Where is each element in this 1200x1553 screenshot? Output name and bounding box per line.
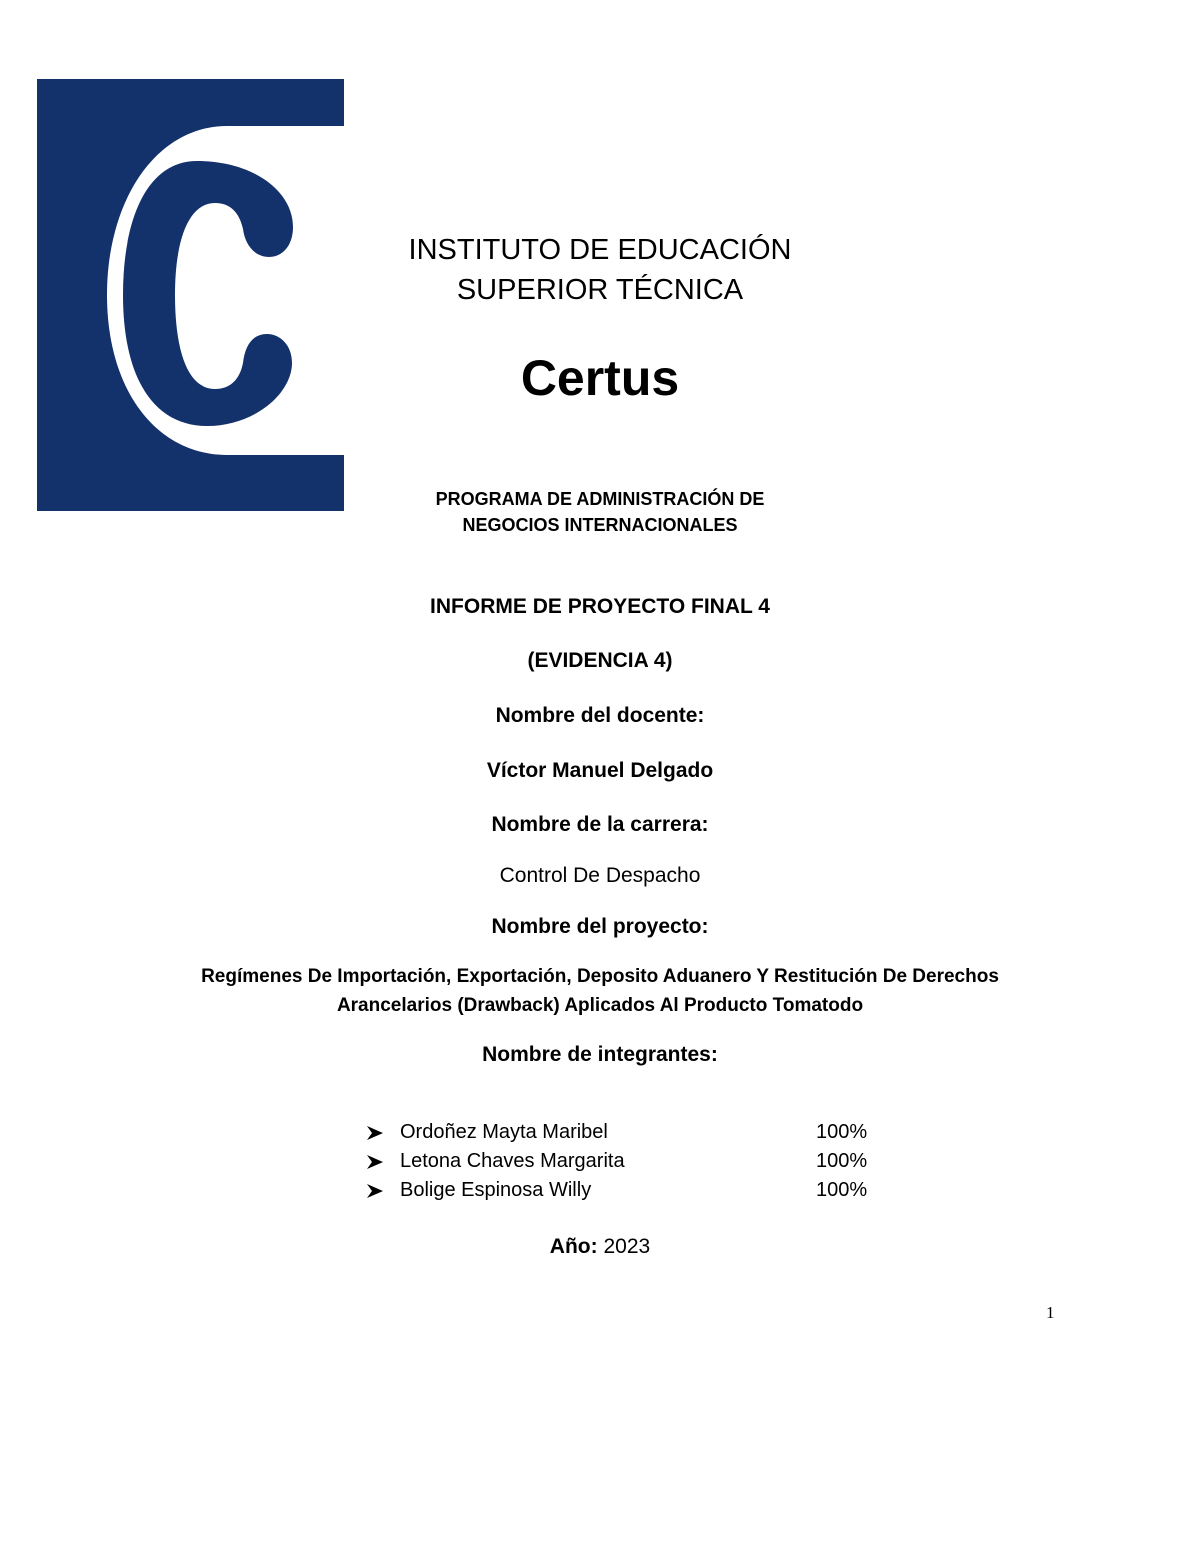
arrow-bullet-icon [364,1176,386,1205]
page-number: 1 [1046,1303,1055,1322]
members-list [364,1118,904,1205]
institute-name [0,230,1200,310]
year-value: 2023 [603,1235,651,1258]
member-name: Ordoñez Mayta Maribel [400,1121,608,1143]
evidence-label: (EVIDENCIA 4) [527,649,673,672]
project-name-line-2: Arancelarios (Drawback) Aplicados Al Producto Tomatodo [336,995,864,1016]
teacher-label: Nombre del docente: [495,704,705,727]
list-item [364,1147,904,1176]
year-line [0,1233,1200,1261]
member-name: Letona Chaves Margarita [400,1150,625,1172]
institute-line-2: SUPERIOR TÉCNICA [456,274,744,306]
list-item [364,1176,904,1205]
project-name-line-1: Regímenes De Importación, Exportación, Deposito Aduanero Y Restitución De Derechos [201,966,999,987]
program-line-1: PROGRAMA DE ADMINISTRACIÓN DE [435,489,765,509]
teacher-name: Víctor Manuel Delgado [486,759,714,782]
career-label: Nombre de la carrera: [491,813,709,836]
member-name: Bolige Espinosa Willy [400,1179,592,1201]
arrow-bullet-icon [364,1147,386,1176]
year-label: Año: [549,1235,598,1258]
brand-name: Certus [520,350,680,406]
arrow-bullet-icon [364,1118,386,1147]
list-item [364,1118,904,1147]
report-title: INFORME DE PROYECTO FINAL 4 [430,595,770,618]
institute-line-1: INSTITUTO DE EDUCACIÓN [408,234,792,266]
members-label: Nombre de integrantes: [482,1043,718,1066]
program-line-2: NEGOCIOS INTERNACIONALES [462,515,738,535]
project-label: Nombre del proyecto: [491,915,709,938]
member-participation: 100% [816,1121,868,1143]
program-name [0,486,1200,538]
member-participation: 100% [816,1150,868,1172]
career-name: Control De Despacho [499,864,701,887]
project-name [0,962,1200,1020]
member-participation: 100% [816,1179,868,1201]
